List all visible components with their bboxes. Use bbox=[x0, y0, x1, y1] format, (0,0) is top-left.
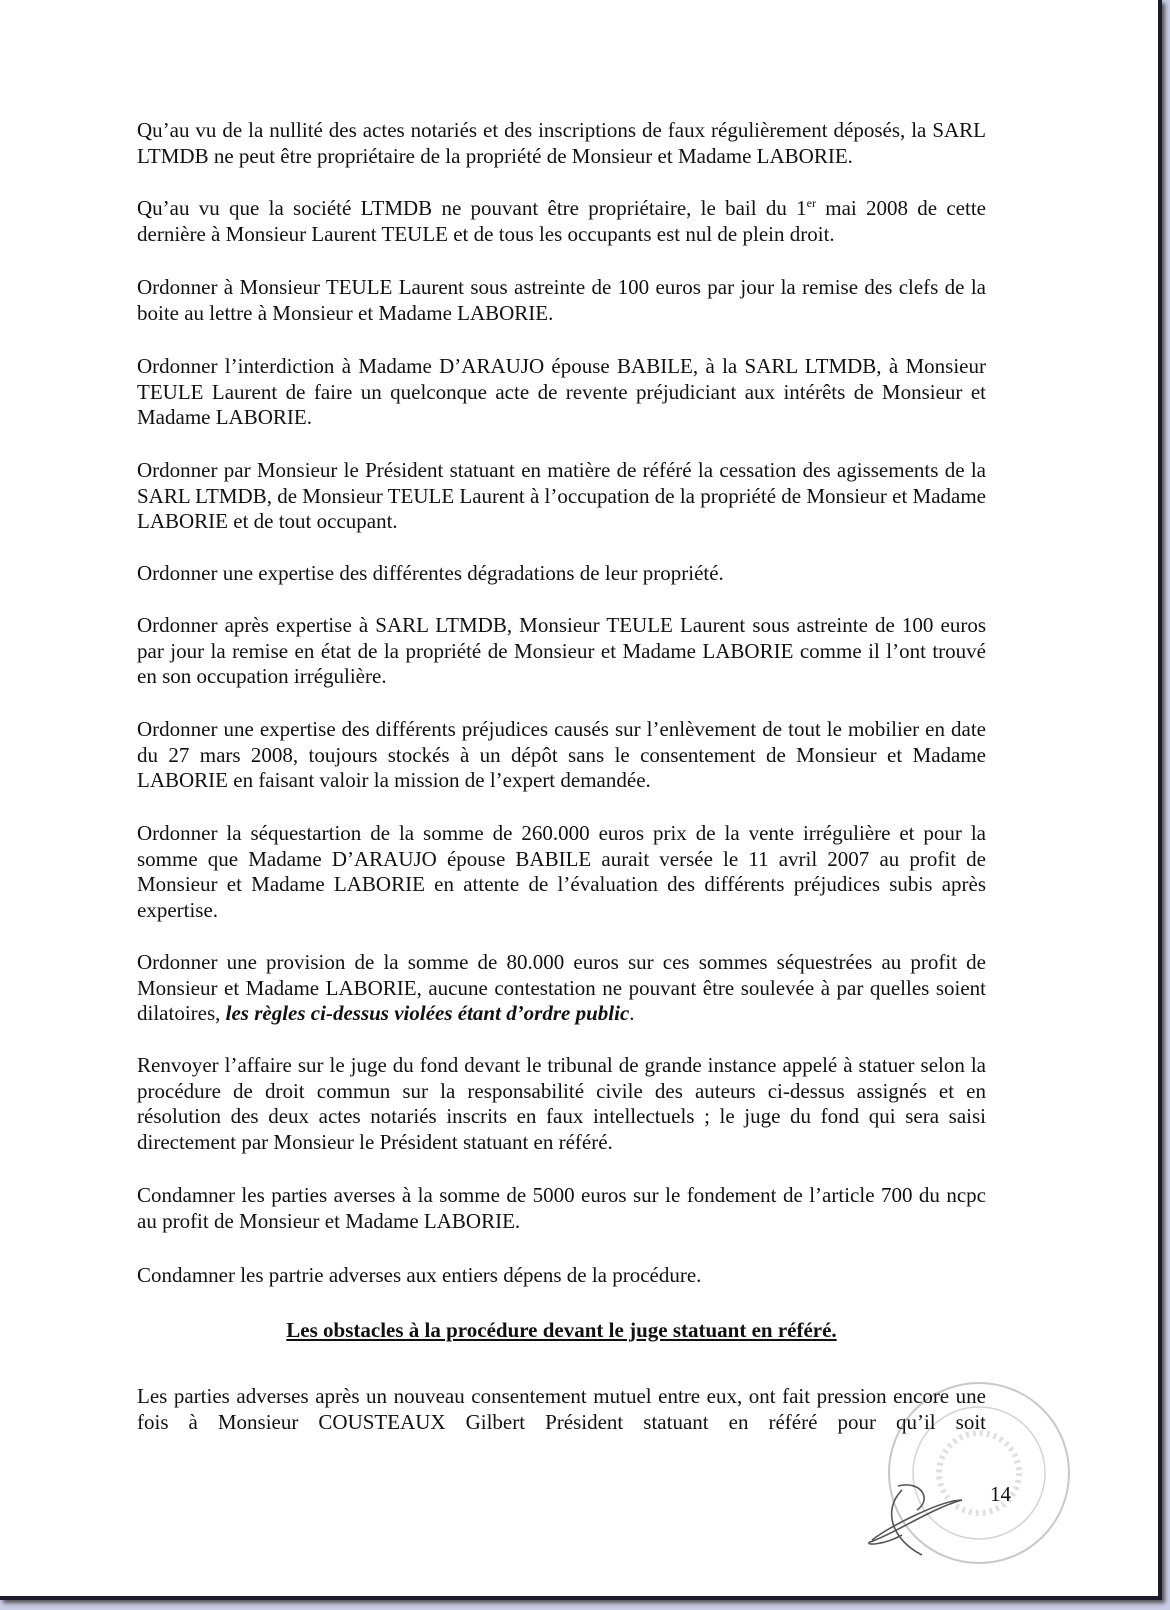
paragraph-4: Ordonner l’interdiction à Madame D’ARAUJO épouse BABILE, à la SARL LTMDB, à Monsieur TEULE Laurent de faire un quelconque acte de revente préjudiciant aux intérêts de Monsieur et Madame LABORIE. bbox=[137, 354, 986, 429]
paragraph-3: Ordonner à Monsieur TEULE Laurent sous astreinte de 100 euros par jour la remise des clefs de la boite au lettre à Monsieur et Madame LABORIE. bbox=[137, 275, 986, 325]
paragraph-10-part-a: Ordonner une provision de la somme de 80.000 euros sur ces sommes séquestrées au profit de Monsieur et Madame LABORIE, aucune contestation ne pouvant être soulevée à par quelles soient dilatoires, bbox=[137, 950, 986, 1025]
paragraph-10 bbox=[137, 950, 986, 1027]
paragraph-1: Qu’au vu de la nullité des actes notariés et des inscriptions de faux régulièrement déposés, la SARL LTMDB ne peut être propriétaire de la propriété de Monsieur et Madame LABORIE. bbox=[137, 118, 986, 168]
paragraph-10-part-b: . bbox=[629, 1001, 635, 1025]
superscript: er bbox=[806, 196, 816, 210]
paragraph-2-part-a: Qu’au vu que la société LTMDB ne pouvant être propriétaire, le bail du 1 bbox=[137, 196, 807, 220]
emphasis: les règles ci-dessus violées étant d’ordre public bbox=[225, 1001, 630, 1025]
paragraph-5: Ordonner par Monsieur le Président statuant en matière de référé la cessation des agissements de la SARL LTMDB, de Monsieur TEULE Laurent à l’occupation de la propriété de Monsieur et Madame LABORIE et de tout occupant. bbox=[137, 458, 986, 533]
paragraph-6: Ordonner une expertise des différentes dégradations de leur propriété. bbox=[137, 561, 724, 585]
paragraph-12: Condamner les parties averses à la somme de 5000 euros sur le fondement de l’article 700 du ncpc au profit de Monsieur et Madame LABORIE. bbox=[137, 1183, 986, 1233]
paragraph-7: Ordonner après expertise à SARL LTMDB, Monsieur TEULE Laurent sous astreinte de 100 euros par jour la remise en état de la propriété de Monsieur et Madame LABORIE comme il l’ont trouvé en son occupation irrégulière. bbox=[137, 613, 986, 688]
paragraph-13: Condamner les partrie adverses aux entiers dépens de la procédure. bbox=[137, 1263, 702, 1287]
paragraph-11: Renvoyer l’affaire sur le juge du fond devant le tribunal de grande instance appelé à statuer selon la procédure de droit commun sur la responsabilité civile des auteurs ci-dessus assignés et en résolution des deux actes notariés inscrits en faux intellectuels ; le juge du fond qui sera saisi directement par Monsieur le Président statuant en référé. bbox=[137, 1053, 986, 1154]
paragraph-14: Les parties adverses après un nouveau consentement mutuel entre eux, ont fait pression encore une fois à Monsieur COUSTEAUX Gilbert Président statuant en référé pour qu’il soit bbox=[137, 1384, 986, 1434]
paragraph-9: Ordonner la séquestartion de la somme de 260.000 euros prix de la vente irrégulière et pour la somme que Madame D’ARAUJO épouse BABILE aurait versée le 11 avril 2007 au profit de Monsieur et Madame LABORIE en attente de l’évaluation des différents préjudices subis après expertise. bbox=[137, 821, 986, 922]
section-heading: Les obstacles à la procédure devant le juge statuant en référé. bbox=[286, 1318, 837, 1342]
paragraph-2-part-b: mai 2008 de cette dernière à Monsieur Laurent TEULE et de tous les occupants est nul de plein droit. bbox=[137, 196, 986, 246]
page-number: 14 bbox=[990, 1482, 1011, 1506]
paragraph-2 bbox=[137, 196, 986, 247]
paragraph-8: Ordonner une expertise des différents préjudices causés sur l’enlèvement de tout le mobilier en date du 27 mars 2008, toujours stockés à un dépôt sans le consentement de Monsieur et Madame LABORIE en faisant valoir la mission de l’expert demandée. bbox=[137, 717, 986, 792]
signature bbox=[862, 1480, 972, 1560]
